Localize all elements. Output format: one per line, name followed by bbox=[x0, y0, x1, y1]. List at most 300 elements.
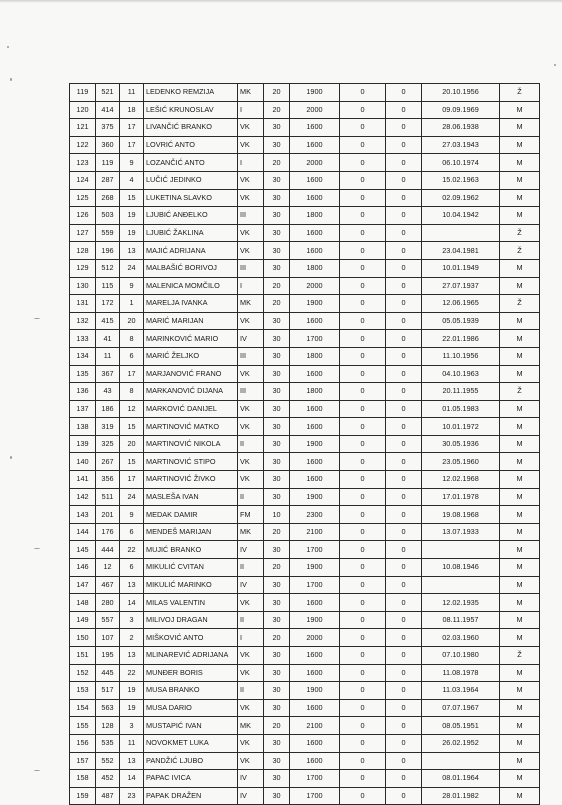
value-a-cell: 0 bbox=[340, 207, 386, 225]
points-cell: 1900 bbox=[290, 488, 340, 506]
qualification-cell: VK bbox=[238, 400, 264, 418]
value-a-cell: 0 bbox=[340, 154, 386, 172]
coefficient-cell: 30 bbox=[264, 770, 290, 788]
employee-id-cell: 196 bbox=[96, 242, 120, 260]
coefficient-cell: 10 bbox=[264, 506, 290, 524]
gender-cell: Ž bbox=[500, 242, 540, 260]
value-b-cell: 0 bbox=[386, 664, 422, 682]
coefficient-cell: 30 bbox=[264, 383, 290, 401]
gender-cell: Ž bbox=[500, 647, 540, 665]
qualification-cell: IV bbox=[238, 770, 264, 788]
employee-id-cell: 517 bbox=[96, 682, 120, 700]
coefficient-cell: 30 bbox=[264, 435, 290, 453]
birth-date-cell: 08.05.1951 bbox=[422, 717, 500, 735]
registry-table-body bbox=[70, 84, 540, 805]
row-number-cell: 147 bbox=[70, 576, 96, 594]
row-number-cell: 131 bbox=[70, 295, 96, 313]
coefficient-cell: 30 bbox=[264, 682, 290, 700]
row-number-cell: 144 bbox=[70, 523, 96, 541]
value-b-cell: 0 bbox=[386, 295, 422, 313]
points-cell: 1600 bbox=[290, 699, 340, 717]
coefficient-cell: 30 bbox=[264, 207, 290, 225]
qualification-cell: I bbox=[238, 629, 264, 647]
qualification-cell: VK bbox=[238, 418, 264, 436]
employee-name-cell: LOZANČIĆ ANTO bbox=[144, 154, 238, 172]
group-number-cell: 14 bbox=[120, 770, 144, 788]
birth-date-cell: 05.05.1939 bbox=[422, 312, 500, 330]
employee-id-cell: 452 bbox=[96, 770, 120, 788]
qualification-cell: IV bbox=[238, 541, 264, 559]
group-number-cell: 2 bbox=[120, 629, 144, 647]
birth-date-cell: 20.11.1955 bbox=[422, 383, 500, 401]
employee-id-cell: 186 bbox=[96, 400, 120, 418]
points-cell: 1600 bbox=[290, 119, 340, 137]
qualification-cell: III bbox=[238, 207, 264, 225]
birth-date-cell: 15.02.1963 bbox=[422, 171, 500, 189]
points-cell: 1600 bbox=[290, 400, 340, 418]
row-number-cell: 124 bbox=[70, 171, 96, 189]
employee-name-cell: MARKANOVIĆ DIJANA bbox=[144, 383, 238, 401]
value-a-cell: 0 bbox=[340, 523, 386, 541]
points-cell: 1600 bbox=[290, 734, 340, 752]
birth-date-cell: 10.01.1972 bbox=[422, 418, 500, 436]
value-a-cell: 0 bbox=[340, 734, 386, 752]
value-a-cell: 0 bbox=[340, 242, 386, 260]
value-b-cell: 0 bbox=[386, 207, 422, 225]
row-number-cell: 122 bbox=[70, 136, 96, 154]
row-number-cell: 159 bbox=[70, 787, 96, 805]
row-number-cell: 127 bbox=[70, 224, 96, 242]
value-b-cell: 0 bbox=[386, 312, 422, 330]
employee-id-cell: 557 bbox=[96, 611, 120, 629]
qualification-cell: IV bbox=[238, 787, 264, 805]
value-b-cell: 0 bbox=[386, 171, 422, 189]
birth-date-cell: 11.10.1956 bbox=[422, 347, 500, 365]
employee-id-cell: 176 bbox=[96, 523, 120, 541]
points-cell: 1800 bbox=[290, 383, 340, 401]
birth-date-cell: 19.08.1968 bbox=[422, 506, 500, 524]
employee-id-cell: 467 bbox=[96, 576, 120, 594]
table-row bbox=[70, 207, 540, 225]
value-a-cell: 0 bbox=[340, 171, 386, 189]
points-cell: 1600 bbox=[290, 242, 340, 260]
qualification-cell: VK bbox=[238, 752, 264, 770]
birth-date-cell: 06.10.1974 bbox=[422, 154, 500, 172]
employee-id-cell: 414 bbox=[96, 101, 120, 119]
birth-date-cell: 04.10.1963 bbox=[422, 365, 500, 383]
table-row bbox=[70, 541, 540, 559]
gender-cell: M bbox=[500, 576, 540, 594]
table-row bbox=[70, 488, 540, 506]
employee-id-cell: 280 bbox=[96, 594, 120, 612]
coefficient-cell: 30 bbox=[264, 576, 290, 594]
value-a-cell: 0 bbox=[340, 435, 386, 453]
birth-date-cell: 23.04.1981 bbox=[422, 242, 500, 260]
coefficient-cell: 30 bbox=[264, 418, 290, 436]
qualification-cell: VK bbox=[238, 242, 264, 260]
employee-name-cell: MUSTAPIĆ IVAN bbox=[144, 717, 238, 735]
points-cell: 1800 bbox=[290, 259, 340, 277]
row-number-cell: 139 bbox=[70, 435, 96, 453]
table-row bbox=[70, 576, 540, 594]
value-a-cell: 0 bbox=[340, 312, 386, 330]
qualification-cell: VK bbox=[238, 119, 264, 137]
employee-id-cell: 563 bbox=[96, 699, 120, 717]
row-number-cell: 121 bbox=[70, 119, 96, 137]
coefficient-cell: 20 bbox=[264, 154, 290, 172]
coefficient-cell: 30 bbox=[264, 611, 290, 629]
employee-id-cell: 268 bbox=[96, 189, 120, 207]
gender-cell: M bbox=[500, 523, 540, 541]
group-number-cell: 6 bbox=[120, 523, 144, 541]
table-row bbox=[70, 647, 540, 665]
coefficient-cell: 20 bbox=[264, 295, 290, 313]
value-b-cell: 0 bbox=[386, 259, 422, 277]
value-b-cell: 0 bbox=[386, 734, 422, 752]
birth-date-cell: 11.08.1978 bbox=[422, 664, 500, 682]
points-cell: 2000 bbox=[290, 154, 340, 172]
coefficient-cell: 20 bbox=[264, 559, 290, 577]
value-b-cell: 0 bbox=[386, 365, 422, 383]
points-cell: 1900 bbox=[290, 682, 340, 700]
birth-date-cell bbox=[422, 576, 500, 594]
birth-date-cell: 27.03.1943 bbox=[422, 136, 500, 154]
coefficient-cell: 30 bbox=[264, 453, 290, 471]
table-row bbox=[70, 770, 540, 788]
value-a-cell: 0 bbox=[340, 347, 386, 365]
coefficient-cell: 30 bbox=[264, 541, 290, 559]
qualification-cell: FM bbox=[238, 506, 264, 524]
row-number-cell: 129 bbox=[70, 259, 96, 277]
group-number-cell: 24 bbox=[120, 259, 144, 277]
birth-date-cell: 30.05.1936 bbox=[422, 435, 500, 453]
gender-cell: Ž bbox=[500, 224, 540, 242]
table-row bbox=[70, 154, 540, 172]
row-number-cell: 142 bbox=[70, 488, 96, 506]
qualification-cell: III bbox=[238, 383, 264, 401]
qualification-cell: VK bbox=[238, 453, 264, 471]
group-number-cell: 15 bbox=[120, 189, 144, 207]
points-cell: 1600 bbox=[290, 312, 340, 330]
gender-cell: M bbox=[500, 734, 540, 752]
birth-date-cell: 09.09.1969 bbox=[422, 101, 500, 119]
group-number-cell: 6 bbox=[120, 559, 144, 577]
birth-date-cell: 02.03.1960 bbox=[422, 629, 500, 647]
employee-name-cell: MARKOVIĆ DANIJEL bbox=[144, 400, 238, 418]
group-number-cell: 8 bbox=[120, 330, 144, 348]
group-number-cell: 19 bbox=[120, 207, 144, 225]
points-cell: 1700 bbox=[290, 770, 340, 788]
group-number-cell: 9 bbox=[120, 277, 144, 295]
employee-id-cell: 511 bbox=[96, 488, 120, 506]
value-a-cell: 0 bbox=[340, 189, 386, 207]
gender-cell: M bbox=[500, 277, 540, 295]
value-b-cell: 0 bbox=[386, 506, 422, 524]
group-number-cell: 3 bbox=[120, 717, 144, 735]
points-cell: 1700 bbox=[290, 787, 340, 805]
value-a-cell: 0 bbox=[340, 119, 386, 137]
registry-table-wrapper bbox=[69, 83, 539, 805]
gender-cell: M bbox=[500, 471, 540, 489]
employee-id-cell: 172 bbox=[96, 295, 120, 313]
birth-date-cell: 07.07.1967 bbox=[422, 699, 500, 717]
table-row bbox=[70, 594, 540, 612]
value-b-cell: 0 bbox=[386, 347, 422, 365]
employee-name-cell: LJUBIĆ ŽAKLINA bbox=[144, 224, 238, 242]
table-row bbox=[70, 400, 540, 418]
employee-id-cell: 107 bbox=[96, 629, 120, 647]
value-b-cell: 0 bbox=[386, 400, 422, 418]
coefficient-cell: 20 bbox=[264, 629, 290, 647]
value-a-cell: 0 bbox=[340, 295, 386, 313]
group-number-cell: 22 bbox=[120, 541, 144, 559]
gender-cell: M bbox=[500, 682, 540, 700]
value-b-cell: 0 bbox=[386, 770, 422, 788]
employee-id-cell: 375 bbox=[96, 119, 120, 137]
row-number-cell: 140 bbox=[70, 453, 96, 471]
employee-id-cell: 41 bbox=[96, 330, 120, 348]
gender-cell: M bbox=[500, 752, 540, 770]
scan-speck bbox=[10, 456, 12, 459]
value-b-cell: 0 bbox=[386, 383, 422, 401]
qualification-cell: VK bbox=[238, 312, 264, 330]
birth-date-cell: 28.06.1938 bbox=[422, 119, 500, 137]
employee-name-cell: MUNĐER BORIS bbox=[144, 664, 238, 682]
group-number-cell: 17 bbox=[120, 136, 144, 154]
gender-cell: M bbox=[500, 171, 540, 189]
qualification-cell: MK bbox=[238, 295, 264, 313]
qualification-cell: II bbox=[238, 435, 264, 453]
value-b-cell: 0 bbox=[386, 717, 422, 735]
employee-name-cell: MARTINOVIĆ ŽIVKO bbox=[144, 471, 238, 489]
value-b-cell: 0 bbox=[386, 471, 422, 489]
row-number-cell: 136 bbox=[70, 383, 96, 401]
value-a-cell: 0 bbox=[340, 611, 386, 629]
table-row bbox=[70, 787, 540, 805]
birth-date-cell: 28.01.1982 bbox=[422, 787, 500, 805]
group-number-cell: 6 bbox=[120, 347, 144, 365]
points-cell: 1700 bbox=[290, 576, 340, 594]
group-number-cell: 8 bbox=[120, 383, 144, 401]
coefficient-cell: 30 bbox=[264, 119, 290, 137]
registry-table bbox=[69, 83, 540, 805]
qualification-cell: VK bbox=[238, 365, 264, 383]
row-number-cell: 132 bbox=[70, 312, 96, 330]
gender-cell: M bbox=[500, 435, 540, 453]
employee-name-cell: MARTINOVIĆ STIPO bbox=[144, 453, 238, 471]
employee-id-cell: 356 bbox=[96, 471, 120, 489]
birth-date-cell: 11.03.1964 bbox=[422, 682, 500, 700]
qualification-cell: VK bbox=[238, 647, 264, 665]
coefficient-cell: 20 bbox=[264, 717, 290, 735]
row-number-cell: 126 bbox=[70, 207, 96, 225]
points-cell: 1600 bbox=[290, 594, 340, 612]
employee-name-cell: MILIVOJ DRAGAN bbox=[144, 611, 238, 629]
row-number-cell: 156 bbox=[70, 734, 96, 752]
gender-cell: Ž bbox=[500, 383, 540, 401]
value-a-cell: 0 bbox=[340, 84, 386, 102]
table-row bbox=[70, 101, 540, 119]
group-number-cell: 19 bbox=[120, 699, 144, 717]
value-b-cell: 0 bbox=[386, 699, 422, 717]
table-row bbox=[70, 471, 540, 489]
gender-cell: M bbox=[500, 119, 540, 137]
qualification-cell: MK bbox=[238, 523, 264, 541]
employee-name-cell: LEDENKO REMZIJA bbox=[144, 84, 238, 102]
coefficient-cell: 30 bbox=[264, 471, 290, 489]
birth-date-cell: 02.09.1962 bbox=[422, 189, 500, 207]
coefficient-cell: 30 bbox=[264, 330, 290, 348]
table-row bbox=[70, 664, 540, 682]
employee-id-cell: 512 bbox=[96, 259, 120, 277]
group-number-cell: 15 bbox=[120, 453, 144, 471]
gender-cell: M bbox=[500, 189, 540, 207]
value-a-cell: 0 bbox=[340, 101, 386, 119]
table-row bbox=[70, 383, 540, 401]
row-number-cell: 137 bbox=[70, 400, 96, 418]
points-cell: 1900 bbox=[290, 84, 340, 102]
value-a-cell: 0 bbox=[340, 541, 386, 559]
scan-speck bbox=[34, 548, 40, 549]
value-b-cell: 0 bbox=[386, 119, 422, 137]
row-number-cell: 119 bbox=[70, 84, 96, 102]
coefficient-cell: 30 bbox=[264, 752, 290, 770]
row-number-cell: 157 bbox=[70, 752, 96, 770]
value-b-cell: 0 bbox=[386, 576, 422, 594]
table-row bbox=[70, 365, 540, 383]
employee-id-cell: 444 bbox=[96, 541, 120, 559]
table-row bbox=[70, 506, 540, 524]
coefficient-cell: 30 bbox=[264, 171, 290, 189]
birth-date-cell: 08.01.1964 bbox=[422, 770, 500, 788]
employee-id-cell: 487 bbox=[96, 787, 120, 805]
coefficient-cell: 30 bbox=[264, 224, 290, 242]
value-a-cell: 0 bbox=[340, 400, 386, 418]
group-number-cell: 19 bbox=[120, 682, 144, 700]
coefficient-cell: 20 bbox=[264, 523, 290, 541]
qualification-cell: I bbox=[238, 101, 264, 119]
qualification-cell: I bbox=[238, 154, 264, 172]
value-a-cell: 0 bbox=[340, 136, 386, 154]
gender-cell: M bbox=[500, 787, 540, 805]
table-row bbox=[70, 435, 540, 453]
value-b-cell: 0 bbox=[386, 418, 422, 436]
employee-name-cell: MARELJA IVANKA bbox=[144, 295, 238, 313]
value-a-cell: 0 bbox=[340, 259, 386, 277]
birth-date-cell bbox=[422, 752, 500, 770]
birth-date-cell bbox=[422, 224, 500, 242]
birth-date-cell: 27.07.1937 bbox=[422, 277, 500, 295]
gender-cell: M bbox=[500, 488, 540, 506]
value-b-cell: 0 bbox=[386, 154, 422, 172]
birth-date-cell: 12.06.1965 bbox=[422, 295, 500, 313]
row-number-cell: 154 bbox=[70, 699, 96, 717]
value-a-cell: 0 bbox=[340, 559, 386, 577]
points-cell: 1600 bbox=[290, 664, 340, 682]
value-a-cell: 0 bbox=[340, 629, 386, 647]
value-b-cell: 0 bbox=[386, 224, 422, 242]
value-a-cell: 0 bbox=[340, 330, 386, 348]
employee-name-cell: MIKULIĆ MARINKO bbox=[144, 576, 238, 594]
qualification-cell: VK bbox=[238, 664, 264, 682]
points-cell: 1900 bbox=[290, 559, 340, 577]
coefficient-cell: 30 bbox=[264, 312, 290, 330]
value-b-cell: 0 bbox=[386, 611, 422, 629]
group-number-cell: 3 bbox=[120, 611, 144, 629]
group-number-cell: 19 bbox=[120, 224, 144, 242]
value-a-cell: 0 bbox=[340, 418, 386, 436]
employee-id-cell: 503 bbox=[96, 207, 120, 225]
coefficient-cell: 20 bbox=[264, 84, 290, 102]
group-number-cell: 20 bbox=[120, 312, 144, 330]
row-number-cell: 146 bbox=[70, 559, 96, 577]
points-cell: 2300 bbox=[290, 506, 340, 524]
employee-name-cell: MARINKOVIĆ MARIO bbox=[144, 330, 238, 348]
employee-id-cell: 115 bbox=[96, 277, 120, 295]
points-cell: 1900 bbox=[290, 435, 340, 453]
group-number-cell: 13 bbox=[120, 752, 144, 770]
gender-cell: M bbox=[500, 506, 540, 524]
birth-date-cell: 01.05.1983 bbox=[422, 400, 500, 418]
value-b-cell: 0 bbox=[386, 136, 422, 154]
employee-id-cell: 360 bbox=[96, 136, 120, 154]
employee-id-cell: 195 bbox=[96, 647, 120, 665]
row-number-cell: 143 bbox=[70, 506, 96, 524]
qualification-cell: MK bbox=[238, 84, 264, 102]
points-cell: 1800 bbox=[290, 347, 340, 365]
group-number-cell: 9 bbox=[120, 154, 144, 172]
value-a-cell: 0 bbox=[340, 664, 386, 682]
value-b-cell: 0 bbox=[386, 541, 422, 559]
qualification-cell: I bbox=[238, 277, 264, 295]
points-cell: 2000 bbox=[290, 101, 340, 119]
row-number-cell: 125 bbox=[70, 189, 96, 207]
gender-cell: M bbox=[500, 312, 540, 330]
qualification-cell: MK bbox=[238, 717, 264, 735]
employee-name-cell: MUSA BRANKO bbox=[144, 682, 238, 700]
gender-cell: M bbox=[500, 770, 540, 788]
employee-id-cell: 325 bbox=[96, 435, 120, 453]
row-number-cell: 150 bbox=[70, 629, 96, 647]
qualification-cell: VK bbox=[238, 189, 264, 207]
employee-name-cell: NOVOKMET LUKA bbox=[144, 734, 238, 752]
value-a-cell: 0 bbox=[340, 682, 386, 700]
row-number-cell: 152 bbox=[70, 664, 96, 682]
points-cell: 1700 bbox=[290, 330, 340, 348]
coefficient-cell: 30 bbox=[264, 488, 290, 506]
value-a-cell: 0 bbox=[340, 488, 386, 506]
coefficient-cell: 30 bbox=[264, 242, 290, 260]
points-cell: 1600 bbox=[290, 418, 340, 436]
gender-cell: M bbox=[500, 418, 540, 436]
value-a-cell: 0 bbox=[340, 594, 386, 612]
birth-date-cell: 10.08.1946 bbox=[422, 559, 500, 577]
employee-name-cell: PAPAK DRAŽEN bbox=[144, 787, 238, 805]
employee-id-cell: 267 bbox=[96, 453, 120, 471]
points-cell: 1600 bbox=[290, 224, 340, 242]
employee-id-cell: 119 bbox=[96, 154, 120, 172]
value-a-cell: 0 bbox=[340, 717, 386, 735]
coefficient-cell: 30 bbox=[264, 400, 290, 418]
table-row bbox=[70, 734, 540, 752]
employee-id-cell: 12 bbox=[96, 559, 120, 577]
value-b-cell: 0 bbox=[386, 752, 422, 770]
gender-cell: M bbox=[500, 207, 540, 225]
employee-name-cell: MUSA DARIO bbox=[144, 699, 238, 717]
birth-date-cell: 26.02.1952 bbox=[422, 734, 500, 752]
employee-id-cell: 201 bbox=[96, 506, 120, 524]
employee-id-cell: 552 bbox=[96, 752, 120, 770]
